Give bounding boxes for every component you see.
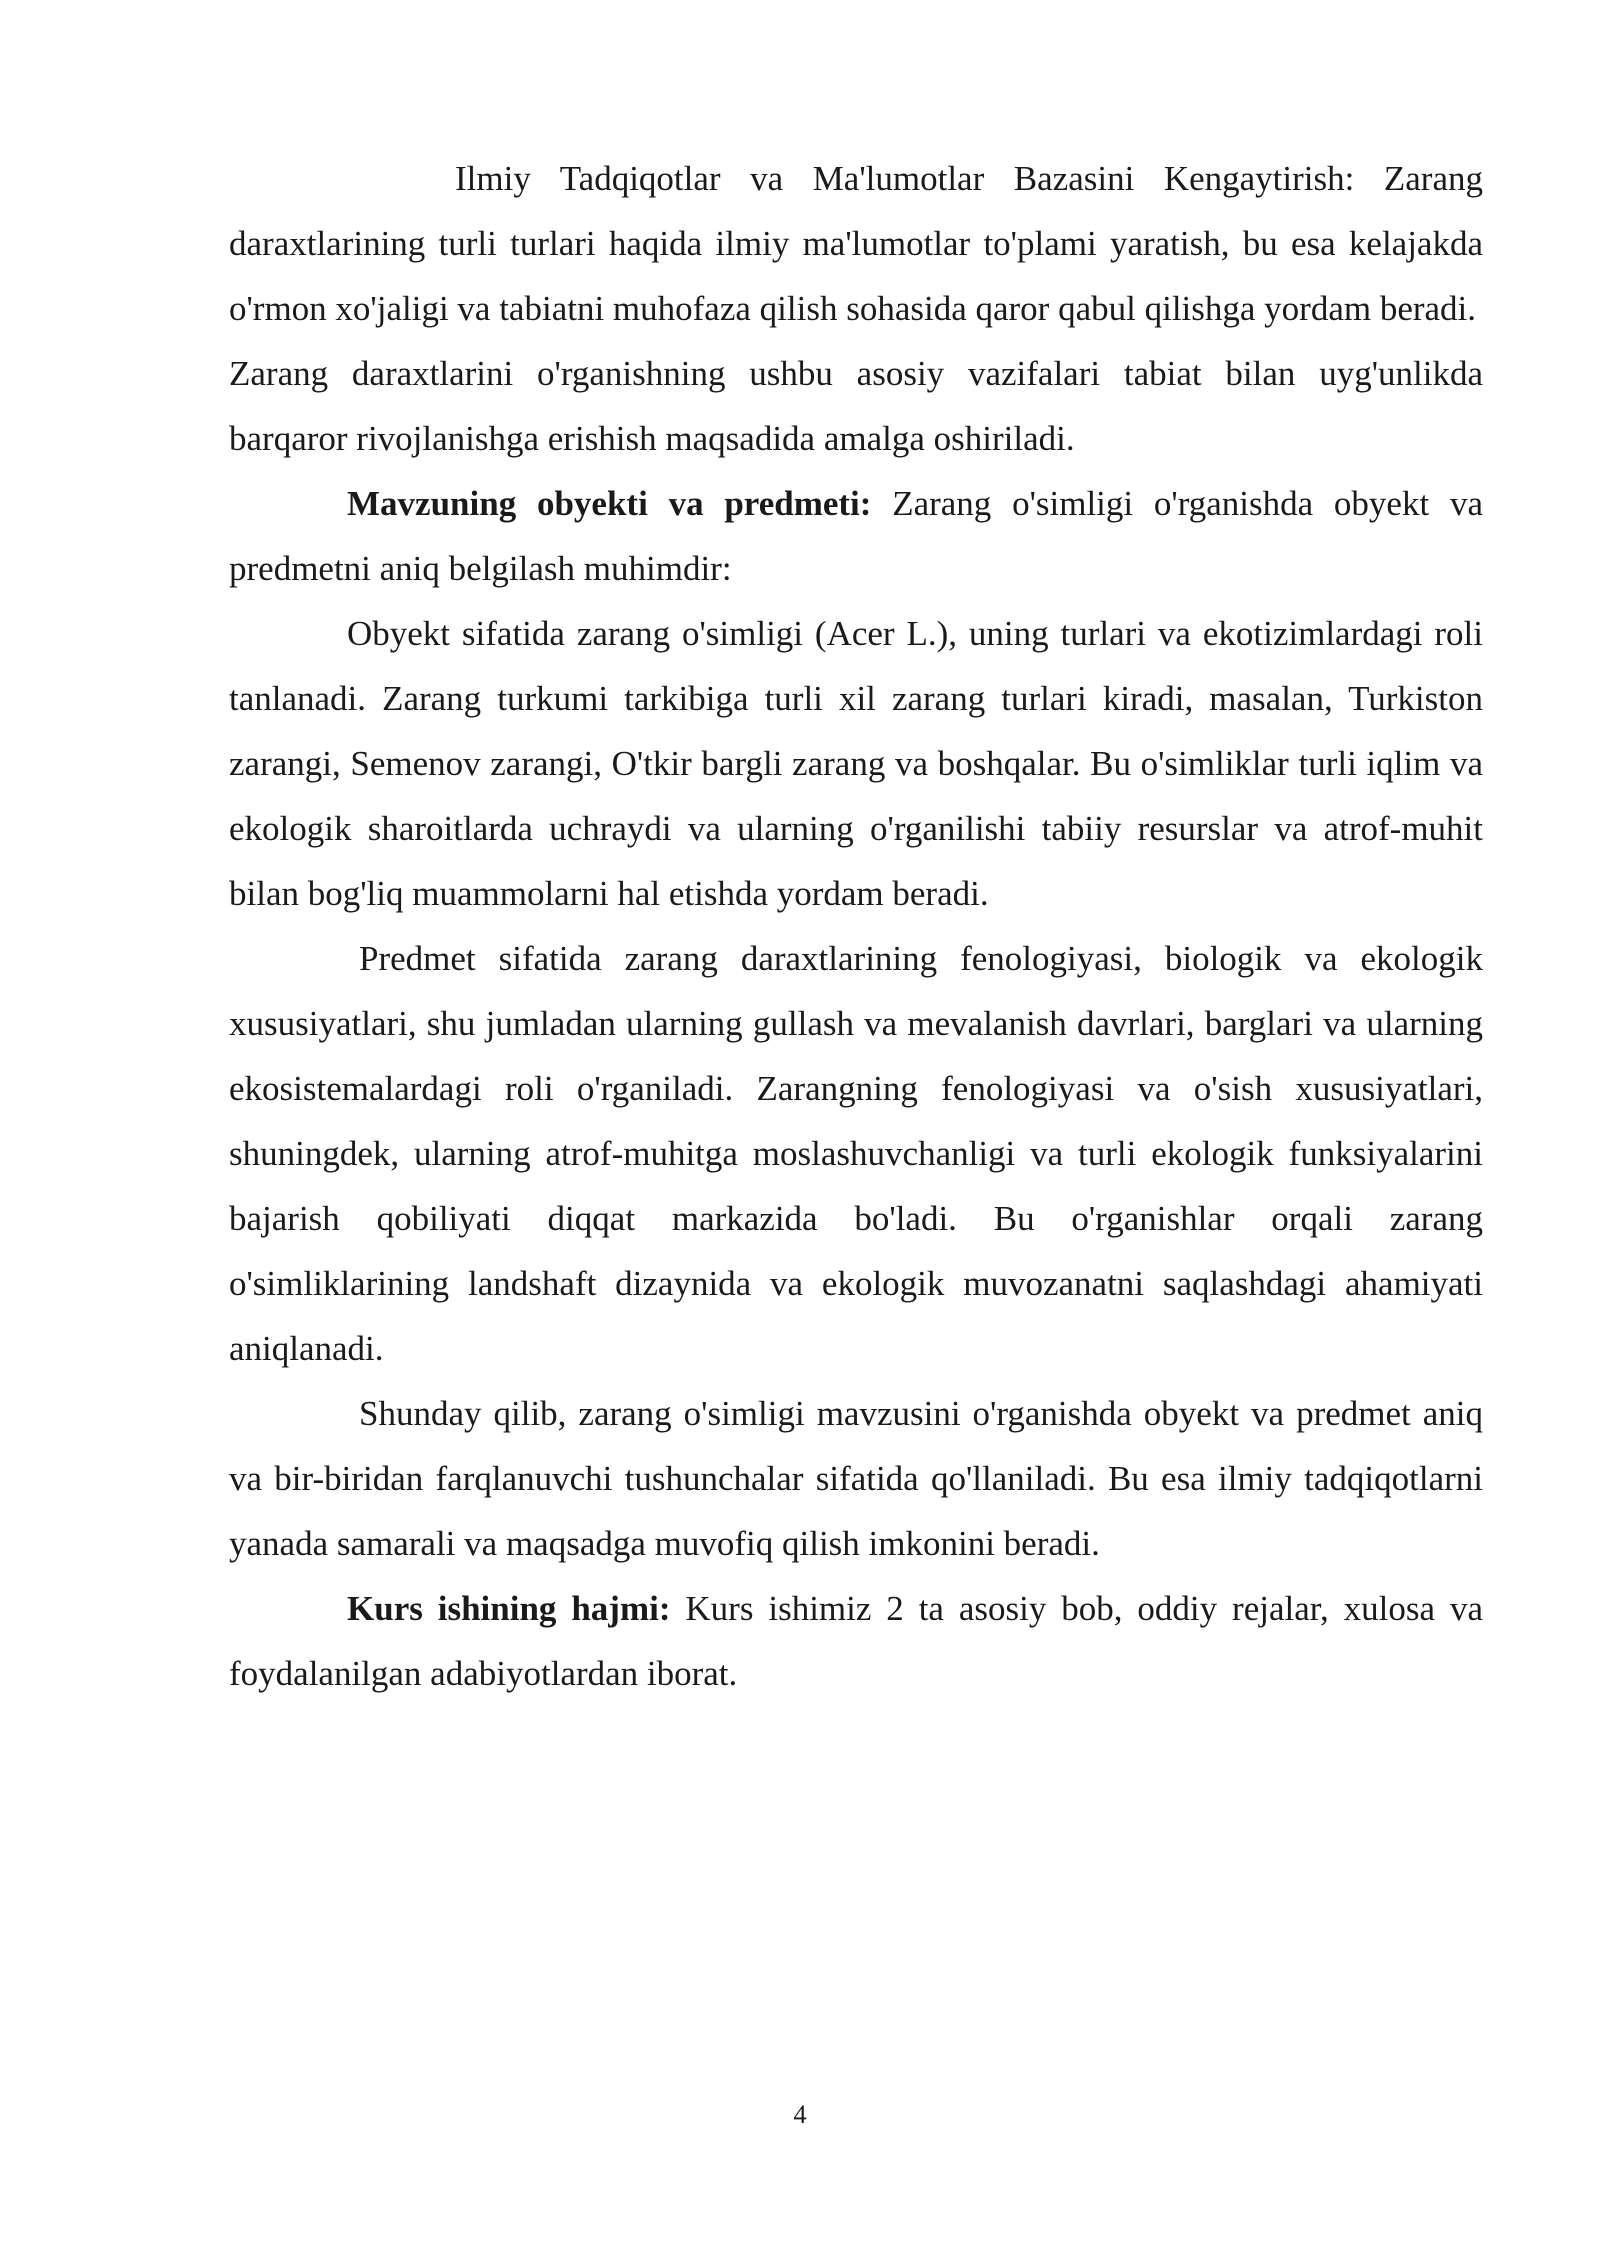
- heading-course-volume: Kurs ishining hajmi:: [347, 1589, 671, 1628]
- paragraph-course-volume-text: Kurs ishimiz 2 ta asosiy bob, oddiy rejalar, xulosa va foydalanilgan adabiyotlardan iborat.: [229, 1589, 1483, 1693]
- paragraph-object-subject-text: Zarang o'simligi o'rganishda obyekt va predmetni aniq belgilash muhimdir:: [229, 484, 1483, 588]
- paragraph-subject: Predmet sifatida zarang daraxtlarining fenologiyasi, biologik va ekologik xususiyatlari, shu jumladan ularning gullash va mevalanish davrlari, barglari va ularning ekosistemalardagi roli o'rganiladi. Zarangning fenologiyasi va o'sish xususiyatlari, shuningdek, ularning atrof-muhitga moslashuvchanligi va turli ekologik funksiyalarini bajarish qobiliyati diqqat markazida bo'ladi. Bu o'rganishlar orqali zarang o'simliklarining landshaft dizaynida va ekologik muvozanatni saqlashdagi ahamiyati aniqlanadi.: [229, 939, 1483, 1368]
- paragraph-main-tasks: Zarang daraxtlarini o'rganishning ushbu asosiy vazifalari tabiat bilan uyg'unlikda barqaror rivojlanishga erishish maqsadida amalga oshiriladi.: [229, 354, 1483, 458]
- paragraph-course-volume: [229, 1576, 1483, 1706]
- heading-object-subject: Mavzuning obyekti va predmeti:: [347, 484, 872, 523]
- paragraph-conclusion: Shunday qilib, zarang o'simligi mavzusini o'rganishda obyekt va predmet aniq va bir-biridan farqlanuvchi tushunchalar sifatida qo'llaniladi. Bu esa ilmiy tadqiqotlarni yanada samarali va maqsadga muvofiq qilish imkonini beradi.: [229, 1394, 1483, 1563]
- paragraph-object: Obyekt sifatida zarang o'simligi (Acer L.), uning turlari va ekotizimlardagi roli tanlanadi. Zarang turkumi tarkibiga turli xil zarang turlari kiradi, masalan, Turkiston zarangi, Semenov zarangi, O'tkir bargli zarang va boshqalar. Bu o'simliklar turli iqlim va ekologik sharoitlarda uchraydi va ularning o'rganilishi tabiiy resurslar va atrof-muhit bilan bog'liq muammolarni hal etishda yordam beradi.: [229, 614, 1483, 913]
- body-text: [229, 146, 1483, 1706]
- paragraph-object-subject: [229, 471, 1483, 601]
- page-number: 4: [793, 2100, 807, 2129]
- paragraph-research-database: Ilmiy Tadqiqotlar va Ma'lumotlar Bazasini Kengaytirish: Zarang daraxtlarining turli turlari haqida ilmiy ma'lumotlar to'plami yaratish, bu esa kelajakda o'rmon xo'jaligi va tabiatni muhofaza qilish sohasida qaror qabul qilishga yordam beradi.: [229, 159, 1483, 328]
